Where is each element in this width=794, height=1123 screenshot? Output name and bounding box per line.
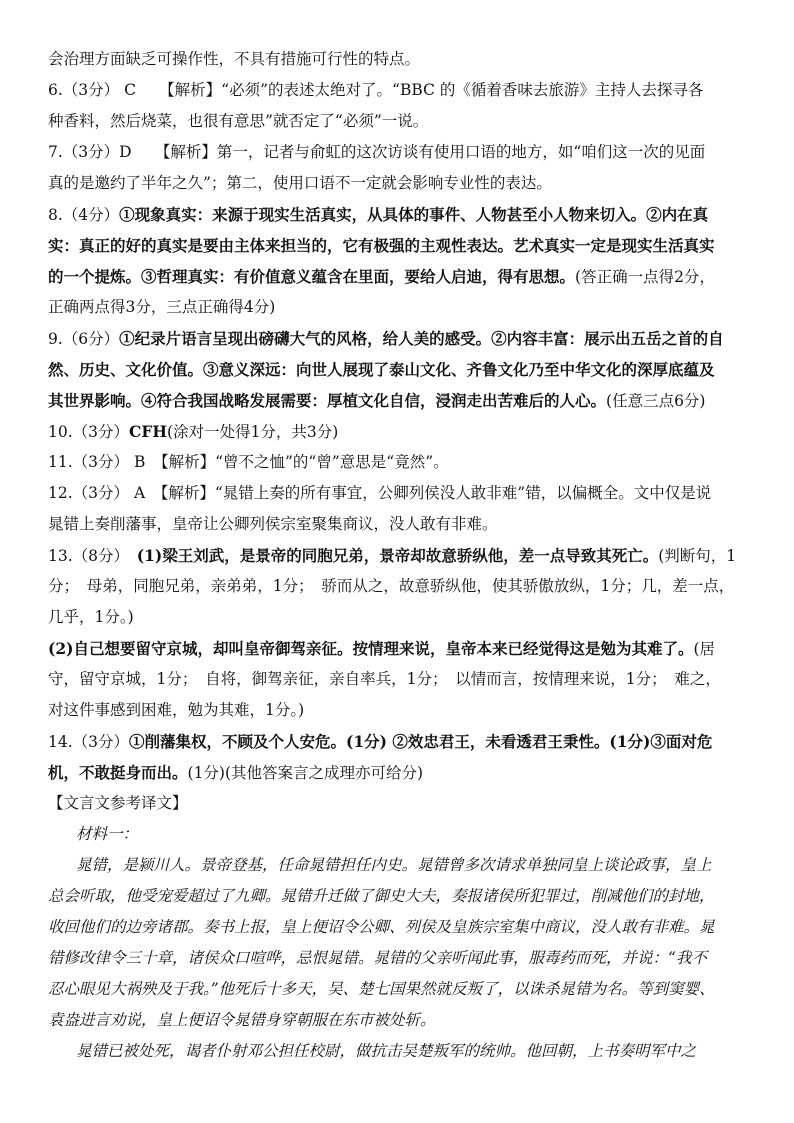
question-number: 9.（6分） bbox=[48, 330, 120, 348]
text-line bbox=[48, 726, 760, 757]
text-line bbox=[48, 633, 760, 664]
text-line bbox=[48, 292, 760, 323]
bold-answer-text: 的一个提炼。③哲理真实：有价值意义蕴含在里面，要给人启迪，得有思想。 bbox=[48, 267, 576, 286]
text-line bbox=[48, 912, 760, 943]
text-line bbox=[48, 168, 760, 199]
text-line bbox=[48, 75, 760, 106]
bold-answer-text: 其世界影响。④符合我国战略发展需要：厚植文化自信，浸润走出苦难后的人心。 bbox=[48, 391, 607, 410]
line-text: 错修改律令三十章，诸侯众口喧哗，忌恨晁错。晁错的父亲听闻此事，服毒药而死，并说：“我不 bbox=[48, 949, 707, 967]
text-line bbox=[48, 788, 760, 819]
text-line bbox=[48, 1005, 760, 1036]
text-line bbox=[48, 509, 760, 540]
text-line bbox=[48, 943, 760, 974]
text-line bbox=[48, 664, 760, 695]
question-number: 8.（4分） bbox=[48, 206, 120, 224]
line-text: 会治理方面缺乏可操作性，不具有措施可行性的特点。 bbox=[48, 50, 421, 68]
scoring-note: (任意三点6分) bbox=[606, 392, 706, 410]
bold-answer-text: 实：真正的好的真实是要由主体来担当的，它有极强的主观性表达。艺术真实一定是现实生活真实 bbox=[48, 236, 715, 255]
question-number: 14.（3分） bbox=[48, 733, 130, 751]
scoring-note: (答正确一点得2分， bbox=[575, 268, 715, 286]
line-text: 忍心眼见大祸殃及于我。”他死后十多天，吴、楚七国果然就反叛了，以诛杀晁错为名。等到窦婴、 bbox=[48, 980, 715, 998]
line-text: 真的是邀约了半年之久”；第二，使用口语不一定就会影响专业性的表达。 bbox=[48, 174, 552, 192]
text-line bbox=[48, 757, 760, 788]
line-text: 分； 母弟，同胞兄弟，亲弟弟，1分； 骄而从之，故意骄纵他，使其骄傲放纵，1分；几，差一点， bbox=[48, 577, 735, 595]
scoring-note: (涂对一处得1分，共3分) bbox=[167, 423, 339, 441]
text-line bbox=[48, 974, 760, 1005]
question-number: 13.（8分） bbox=[48, 547, 137, 565]
line-text: 晁错，是颍川人。景帝登基，任命晁错担任内史。晁错曾多次请求单独同皇上谈论政事，皇上 bbox=[76, 856, 712, 874]
bold-answer-text: (1)梁王刘武，是景帝的同胞兄弟，景帝却故意骄纵他，差一点导致其死亡。 bbox=[136, 546, 659, 565]
text-line bbox=[48, 540, 760, 571]
bold-answer-text: ①现象真实：来源于现实生活真实，从具体的事件、人物甚至小人物来切入。②内在真 bbox=[119, 205, 709, 224]
bold-answer-text: CFH bbox=[129, 422, 168, 441]
answer-key-page bbox=[48, 44, 760, 1067]
line-text: 收回他们的边旁诸郡。奏书上报，皇上便诏令公卿、列侯及皇族宗室集中商议，没人敢有非难。晁 bbox=[48, 918, 715, 936]
text-line bbox=[48, 230, 760, 261]
question-number: 10.（3分） bbox=[48, 423, 130, 441]
line-text: 几乎，1分。) bbox=[48, 608, 134, 626]
text-line bbox=[48, 106, 760, 137]
text-line bbox=[48, 44, 760, 75]
line-text: 晁错上奏削藩事，皇帝让公卿列侯宗室聚集商议，没人敢有非难。 bbox=[48, 515, 498, 533]
line-text: 对这件事感到困难，勉为其难，1分。) bbox=[48, 701, 305, 719]
text-line bbox=[48, 602, 760, 633]
text-line bbox=[48, 199, 760, 230]
line-text: 晁错已被处死，谒者仆射邓公担任校尉，做抗击吴楚叛军的统帅。他回朝，上书奏明军中之 bbox=[76, 1042, 697, 1060]
bold-answer-text: ①纪录片语言呈现出磅礴大气的风格，给人美的感受。②内容丰富：展示出五岳之首的自 bbox=[119, 329, 724, 348]
text-line bbox=[48, 447, 760, 478]
line-text: 袁盎进言劝说，皇上便诏令晁错身穿朝服在东市被处斩。 bbox=[48, 1011, 436, 1029]
text-line bbox=[48, 819, 760, 850]
bold-answer-text: ①削藩集权，不顾及个人安危。(1分) ②效忠君王，未看透君王秉性。(1分)③面对危 bbox=[129, 732, 713, 751]
text-line bbox=[48, 416, 760, 447]
line-text: 总会听取，他受宠爱超过了九卿。晁错升迁做了御史大夫，奏报诸侯所犯罪过，削减他们的封地， bbox=[48, 887, 715, 905]
text-line bbox=[48, 385, 760, 416]
text-line bbox=[48, 478, 760, 509]
bold-answer-text: 然、历史、文化价值。③意义深远：向世人展现了泰山文化、齐鲁文化乃至中华文化的深厚底蕴及 bbox=[48, 360, 715, 379]
line-text: 守，留守京城，1分； 自将，御驾亲征，亲自率兵，1分； 以情而言，按情理来说，1分； 难之， bbox=[48, 670, 721, 688]
text-line bbox=[48, 571, 760, 602]
text-line bbox=[48, 695, 760, 726]
line-text: 12.（3分） A 【解析】“晁错上奏的所有事宜，公卿列侯没人敢非难”错，以偏概全。文中仅是说 bbox=[48, 484, 712, 502]
line-text: 材料一： bbox=[76, 825, 139, 843]
bold-answer-text: (2)自己想要留守京城，却叫皇帝御驾亲征。按情理来说，皇帝本来已经觉得这是勉为其难了。 bbox=[48, 639, 694, 658]
bold-answer-text: 机，不敢挺身而出。 bbox=[48, 763, 188, 782]
text-line bbox=[48, 354, 760, 385]
text-line bbox=[48, 323, 760, 354]
text-line bbox=[48, 881, 760, 912]
text-line bbox=[48, 137, 760, 168]
line-text: 6.（3分） C 【解析】“必须”的表述太绝对了。“BBC 的《循着香味去旅游》主持人去探寻各 bbox=[48, 81, 704, 99]
text-line bbox=[48, 261, 760, 292]
scoring-note: (居 bbox=[693, 640, 716, 658]
line-text: 7.（3分）D 【解析】第一，记者与俞虹的这次访谈有使用口语的地方，如“咱们这一次的见面 bbox=[48, 143, 706, 161]
scoring-note: (判断句，1 bbox=[658, 547, 737, 565]
line-text: 种香料，然后烧菜，也很有意思”就否定了“必须”一说。 bbox=[48, 112, 429, 130]
line-text: 【文言文参考译文】 bbox=[48, 794, 188, 812]
scoring-note: (1分)(其他答案言之成理亦可给分) bbox=[187, 764, 424, 782]
line-text: 正确两点得3分，三点正确得4分) bbox=[48, 298, 276, 316]
text-line bbox=[48, 1036, 760, 1067]
text-line bbox=[48, 850, 760, 881]
line-text: 11.（3分） B 【解析】“曾不之恤”的“曾”意思是“竟然”。 bbox=[48, 453, 449, 471]
